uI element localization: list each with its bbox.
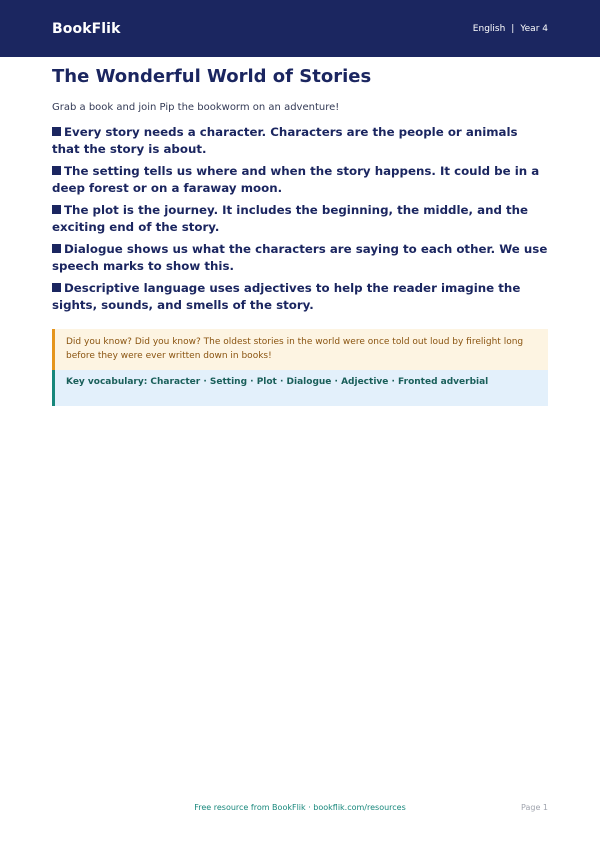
bullet-square-icon: [52, 283, 61, 292]
header-meta: [473, 24, 548, 34]
main-content: [52, 65, 548, 406]
list-item-text: Every story needs a character. Characters are the people or animals that the story is about.: [52, 125, 518, 156]
list-item-text: The plot is the journey. It includes the beginning, the middle, and the exciting end of the story.: [52, 203, 529, 234]
did-you-know-callout: Did you know? Did you know? The oldest stories in the world were once told out loud by firelight long before they were ever written down in books!: [52, 329, 548, 370]
list-item-text: Dialogue shows us what the characters are saying to each other. We use speech marks to show this.: [52, 242, 548, 273]
intro-text: Grab a book and join Pip the bookworm on an adventure!: [52, 102, 340, 113]
bullet-square-icon: [52, 127, 61, 136]
subject-label: English: [472, 23, 506, 34]
list-item: [52, 202, 548, 235]
meta-separator: |: [511, 23, 515, 34]
top-bar: [0, 0, 600, 57]
page-title: The Wonderful World of Stories: [52, 66, 372, 87]
key-points-list: [52, 124, 548, 313]
list-item-text: Descriptive language uses adjectives to help the reader imagine the sights, sounds, and smells of the story.: [52, 281, 521, 312]
list-item-text: The setting tells us where and when the story happens. It could be in a deep forest or on a faraway moon.: [52, 164, 540, 195]
list-item: [52, 124, 548, 157]
list-item: [52, 241, 548, 274]
bullet-square-icon: [52, 166, 61, 175]
key-vocabulary-box: Key vocabulary: Character · Setting · Plot · Dialogue · Adjective · Fronted adverbial: [52, 370, 548, 406]
page-number: Page 1: [521, 803, 548, 812]
brand-logo[interactable]: BookFlik: [52, 20, 121, 37]
bullet-square-icon: [52, 244, 61, 253]
list-item: [52, 280, 548, 313]
footer-resource-link[interactable]: Free resource from BookFlik · bookflik.com/resources: [194, 803, 406, 812]
year-label: Year 4: [520, 23, 548, 34]
bullet-square-icon: [52, 205, 61, 214]
list-item: [52, 163, 548, 196]
